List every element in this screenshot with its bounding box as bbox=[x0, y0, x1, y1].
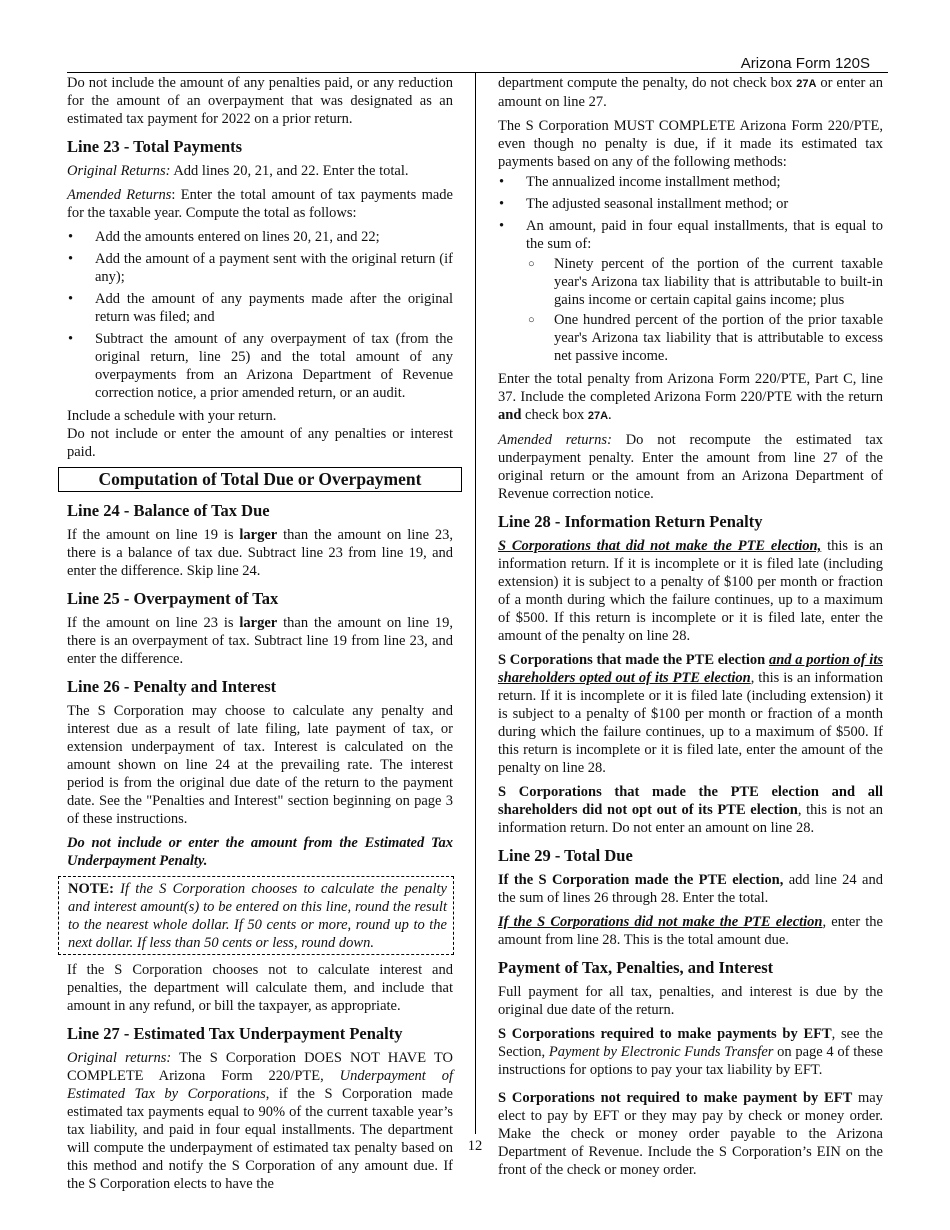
line29-heading: Line 29 - Total Due bbox=[498, 846, 633, 865]
list-item: ○ One hundred percent of the portion of the prior taxable year's Arizona tax liability that is attributable to excess net passive income. bbox=[526, 311, 883, 365]
note-text: If the S Corporation chooses to calculate the penalty and interest amount(s) to be entered on this line, round the result to the nearest whole dollar. If 50 cents or more, round up to the next dollar. If less than 50 cents or less, round down. bbox=[68, 881, 447, 951]
line29-no-pte: If the S Corporations did not make the PTE election, enter the amount from line 28. This is the total amount due. bbox=[498, 914, 883, 948]
intro-paragraph: Do not include the amount of any penalties paid, or any reduction for the amount of an overpayment that was designated as an estimated tax payment for 2022 on a prior return. bbox=[67, 75, 453, 127]
line23-bullet-list bbox=[67, 228, 453, 402]
line26-department: If the S Corporation chooses not to calculate interest and penalties, the department will calculate them, and include that amount in any refund, or bill the taxpayer, as appropriate. bbox=[67, 962, 453, 1014]
line23-amended: Amended Returns: Enter the total amount of tax payments made for the taxable year. Compute the total as follows: bbox=[67, 187, 453, 221]
list-item: • An amount, paid in four equal installments, that is equal to the sum of: ○ Ninety percent of the portion of the current taxable year's Arizona tax liability that is attributable to built-in gains income or certain capital gains income; plus ○ One hundred percent of the portion of the prior taxable year's Arizona tax liability that is attributable to excess net passive income. bbox=[498, 217, 883, 365]
line28-heading: Line 28 - Information Return Penalty bbox=[498, 512, 763, 531]
form-title: Arizona Form 120S bbox=[740, 55, 870, 72]
list-item: • Subtract the amount of any overpayment of tax (from the original return, line 25) and the total amount of any overpayments from an Arizona Department of Revenue correction notice, a prior amended return, or an audit. bbox=[67, 330, 453, 402]
payment-eft-required: S Corporations required to make payments by EFT, see the Section, Payment by Electronic Funds Transfer on page 4 of these instructions for options to pay your tax liability by EFT. bbox=[498, 1026, 883, 1078]
enter-total-paragraph: Enter the total penalty from Arizona Form 220/PTE, Part C, line 37. Include the completed Arizona Form 220/PTE with the return and check box 27A. bbox=[498, 371, 883, 423]
line27-heading: Line 27 - Estimated Tax Underpayment Penalty bbox=[67, 1024, 403, 1043]
line23-original: Original Returns: Add lines 20, 21, and 22. Enter the total. bbox=[67, 163, 409, 179]
line23-schedule: Include a schedule with your return. bbox=[67, 408, 277, 424]
line26-warning: Do not include or enter the amount from the Estimated Tax Underpayment Penalty. bbox=[67, 835, 453, 869]
payment-due-paragraph: Full payment for all tax, penalties, and interest is due by the original due date of the return. bbox=[498, 984, 883, 1018]
must-complete-paragraph: The S Corporation MUST COMPLETE Arizona Form 220/PTE, even though no penalty is due, if it made its estimated tax payments based on any of the following methods: bbox=[498, 118, 883, 170]
list-item: • The annualized income installment method; bbox=[498, 173, 883, 191]
page-number: 12 bbox=[467, 1138, 483, 1154]
list-item: ○ Ninety percent of the portion of the current taxable year's Arizona tax liability that is attributable to built-in gains income or certain capital gains income; plus bbox=[526, 255, 883, 309]
line25-text: If the amount on line 23 is larger than the amount on line 19, there is an overpayment of tax. Subtract line 19 from line 23, and enter the difference. bbox=[67, 615, 454, 667]
line24-text: If the amount on line 19 is larger than the amount on line 23, there is a balance of tax due. Subtract line 23 from line 19, and enter the difference. Skip line 24. bbox=[67, 527, 454, 579]
line28-no-pte: S Corporations that did not make the PTE election, this is an information return. If it is incomplete or it is filed late (including extension) it is subject to a penalty of $100 per month or fraction of a month during which the failure continues, up to a maximum of $500. If this return is incomplete or it is filed late, enter the amount of the penalty on line 28. bbox=[498, 538, 883, 644]
note-box bbox=[58, 876, 454, 955]
line26-paragraph: The S Corporation may choose to calculate any penalty and interest due as a result of late filing, late payment of tax, or extension underpayment of tax. Interest is calculated on the amount shown on line 24 at the prevailing rate. The interest period is from the original due date of the return to the payment date. See the "Penalties and Interest" section beginning on page 3 of these instructions. bbox=[67, 703, 453, 827]
right-column bbox=[498, 74, 883, 1185]
list-item: • The adjusted seasonal installment method; or bbox=[498, 195, 883, 213]
left-column bbox=[67, 74, 453, 1199]
line23-no-penalties: Do not include or enter the amount of any penalties or interest paid. bbox=[67, 426, 453, 460]
line27-continued: department compute the penalty, do not check box 27A or enter an amount on line 27. bbox=[498, 75, 883, 110]
checkbox-27a-label: 27A bbox=[796, 78, 817, 90]
column-divider bbox=[475, 72, 476, 1134]
line23-heading: Line 23 - Total Payments bbox=[67, 137, 243, 156]
amended-returns-paragraph: Amended returns: Do not recompute the estimated tax underpayment penalty. Enter the amount from line 27 of the original return or the amount from an Arizona Department of Revenue correction notice. bbox=[498, 432, 884, 502]
payment-heading: Payment of Tax, Penalties, and Interest bbox=[498, 958, 774, 977]
line25-heading: Line 25 - Overpayment of Tax bbox=[67, 589, 279, 608]
list-item: • Add the amount of any payments made after the original return was filed; and bbox=[67, 290, 453, 326]
checkbox-27a-label: 27A bbox=[587, 410, 609, 422]
payment-eft-not-required: S Corporations not required to make payment by EFT may elect to pay by EFT or they may pay by check or money order. Make the check or money order payable to the Arizona Department of Revenue. Include the S Corporation’s EIN on the front of the check or money order. bbox=[498, 1090, 883, 1178]
line28-full-pte: S Corporations that made the PTE election and all shareholders did not opt out of its PTE election, this is not an information return. Do not enter an amount on line 28. bbox=[498, 784, 883, 836]
section-title: Computation of Total Due or Overpayment bbox=[58, 467, 462, 492]
header-rule bbox=[67, 72, 888, 73]
line24-heading: Line 24 - Balance of Tax Due bbox=[67, 501, 270, 520]
line26-heading: Line 26 - Penalty and Interest bbox=[67, 677, 277, 696]
list-item: • Add the amount of a payment sent with the original return (if any); bbox=[67, 250, 453, 286]
sub-methods-list bbox=[526, 255, 883, 365]
line28-partial-pte: S Corporations that made the PTE election and a portion of its shareholders opted out of its PTE election, this is an information return. If it is incomplete or it is filed late (including extension) it is subject to a penalty of $100 per month or fraction of a month during which the failure continues, up to a maximum of $500. If this return is incomplete or it is filed late, enter the amount of the penalty on line 28. bbox=[498, 652, 884, 776]
list-item: • Add the amounts entered on lines 20, 21, and 22; bbox=[67, 228, 453, 246]
line29-pte: If the S Corporation made the PTE election, add line 24 and the sum of lines 26 through 28. Enter the total. bbox=[498, 872, 883, 906]
line27-original: Original returns: The S Corporation DOES NOT HAVE TO COMPLETE Arizona Form 220/PTE, Underpayment of Estimated Tax by Corporations, if the S Corporation made estimated tax payments equal to 90% of the current taxable year’s tax liability, and paid in four equal installments. The department will compute the underpayment of estimated tax penalty based on this method and notify the S Corporation of any amount due. If the S Corporation elects to have the bbox=[67, 1050, 454, 1192]
methods-list bbox=[498, 173, 883, 365]
note-label: NOTE: bbox=[68, 881, 114, 897]
